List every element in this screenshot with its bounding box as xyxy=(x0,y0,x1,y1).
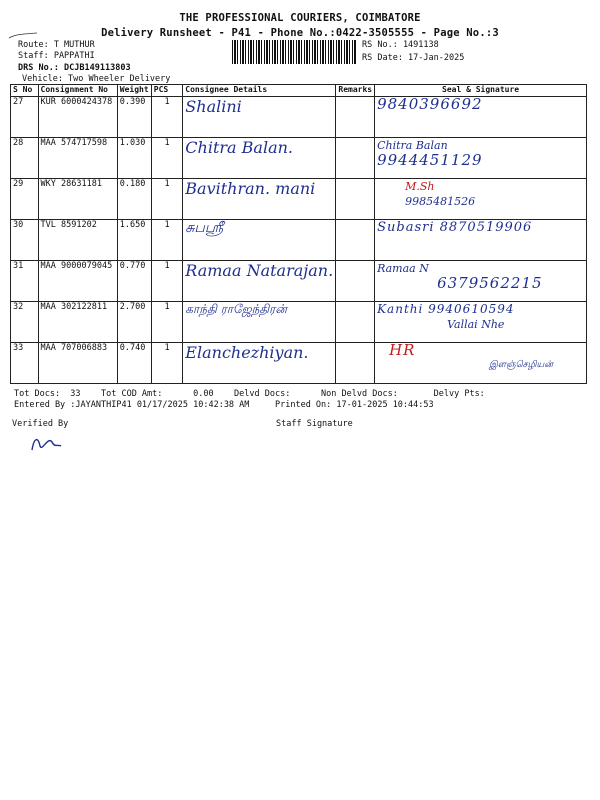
col-sno: S No xyxy=(11,85,39,97)
cell-consignment: TVL 8591202 xyxy=(38,220,117,261)
cell-sno: 31 xyxy=(11,261,39,302)
cell-sno: 33 xyxy=(11,343,39,384)
entered-by-line: Entered By :JAYANTHIP41 01/17/2025 10:42:38 AM Printed On: 17-01-2025 10:44:53 xyxy=(14,400,434,410)
signature-line-2: 6379562215 xyxy=(437,274,543,292)
delivery-table xyxy=(10,84,587,384)
table-row xyxy=(11,138,587,179)
cell-pcs: 1 xyxy=(151,302,183,343)
cell-pcs: 1 xyxy=(151,261,183,302)
cell-weight: 0.180 xyxy=(117,179,151,220)
cell-pcs: 1 xyxy=(151,343,183,384)
cell-signature xyxy=(375,261,587,302)
table-row xyxy=(11,97,587,138)
cell-remarks xyxy=(336,97,375,138)
cell-weight: 1.030 xyxy=(117,138,151,179)
table-row xyxy=(11,343,587,384)
cell-weight: 2.700 xyxy=(117,302,151,343)
cell-signature xyxy=(375,179,587,220)
cell-remarks xyxy=(336,302,375,343)
col-remarks: Remarks xyxy=(336,85,375,97)
staff-label: Staff: PAPPATHI xyxy=(18,51,95,61)
staff-signature-label: Staff Signature xyxy=(276,419,353,429)
table-row xyxy=(11,179,587,220)
drs-number: DRS No.: DCJB149113803 xyxy=(18,63,131,73)
cell-remarks xyxy=(336,343,375,384)
cell-consignee: Elanchezhiyan. xyxy=(183,343,336,384)
cell-consignee: Bavithran. mani xyxy=(183,179,336,220)
cell-signature xyxy=(375,220,587,261)
cell-remarks xyxy=(336,179,375,220)
cell-signature xyxy=(375,343,587,384)
cell-consignment: KUR 6000424378 xyxy=(38,97,117,138)
vehicle-label: Vehicle: Two Wheeler Delivery xyxy=(22,74,171,84)
cell-pcs: 1 xyxy=(151,220,183,261)
cell-consignment: MAA 9000079045 xyxy=(38,261,117,302)
barcode-icon xyxy=(232,40,356,64)
signature-line-2: இளஞ்செழியன் xyxy=(489,360,553,370)
table-header-row xyxy=(11,85,587,97)
cell-weight: 1.650 xyxy=(117,220,151,261)
totals-line: Tot Docs: 33 Tot COD Amt: 0.00 Delvd Docs: Non Delvd Docs: Delvy Pts: xyxy=(14,389,485,399)
signature-line-1: M.Sh xyxy=(405,180,435,193)
col-pcs: PCS xyxy=(151,85,183,97)
signature-line-1: Subasri 8870519906 xyxy=(377,220,533,235)
cell-sno: 30 xyxy=(11,220,39,261)
verified-by-label: Verified By xyxy=(12,419,69,429)
route-label: Route: T MUTHUR xyxy=(18,40,95,50)
cell-consignee: காந்தி ராஜேந்திரன் xyxy=(183,302,336,343)
signature-line-2: Vallai Nhe xyxy=(447,318,505,331)
signature-line-1: Ramaa N xyxy=(377,262,429,275)
company-title: THE PROFESSIONAL COURIERS, COIMBATORE xyxy=(179,12,421,24)
signature-line-1: HR xyxy=(389,341,416,359)
cell-pcs: 1 xyxy=(151,138,183,179)
cell-consignee: Shalini xyxy=(183,97,336,138)
cell-signature xyxy=(375,138,587,179)
cell-sno: 27 xyxy=(11,97,39,138)
table-row xyxy=(11,302,587,343)
col-consignee: Consignee Details xyxy=(183,85,336,97)
signature-line-1: Chitra Balan xyxy=(377,139,448,152)
cell-remarks xyxy=(336,220,375,261)
cell-weight: 0.740 xyxy=(117,343,151,384)
cell-remarks xyxy=(336,138,375,179)
verifier-signature-icon xyxy=(28,432,64,454)
cell-sno: 29 xyxy=(11,179,39,220)
cell-pcs: 1 xyxy=(151,97,183,138)
table-row xyxy=(11,261,587,302)
runsheet-subtitle: Delivery Runsheet - P41 - Phone No.:0422-3505555 - Page No.:3 xyxy=(101,27,499,39)
cell-weight: 0.390 xyxy=(117,97,151,138)
signature-line-2: 9985481526 xyxy=(405,195,476,208)
cell-signature xyxy=(375,97,587,138)
cell-pcs: 1 xyxy=(151,179,183,220)
cell-sno: 28 xyxy=(11,138,39,179)
cell-signature xyxy=(375,302,587,343)
cell-consignee: சுபஸ்ரீ xyxy=(183,220,336,261)
cell-remarks xyxy=(336,261,375,302)
table-row xyxy=(11,220,587,261)
col-weight: Weight xyxy=(117,85,151,97)
signature-line-1: Kanthi 9940610594 xyxy=(377,302,515,316)
cell-consignment: MAA 707006883 xyxy=(38,343,117,384)
col-consignment: Consignment No xyxy=(38,85,117,97)
cell-consignment: MAA 302122811 xyxy=(38,302,117,343)
signature-line-1: 9840396692 xyxy=(377,95,483,113)
cell-consignee: Ramaa Natarajan. xyxy=(183,261,336,302)
rs-date: RS Date: 17-Jan-2025 xyxy=(362,53,465,63)
signature-line-2: 9944451129 xyxy=(377,151,483,169)
cell-consignment: WKY 28631181 xyxy=(38,179,117,220)
cell-consignment: MAA 574717598 xyxy=(38,138,117,179)
col-signature: Seal & Signature xyxy=(375,85,587,97)
cell-weight: 0.770 xyxy=(117,261,151,302)
rs-number: RS No.: 1491138 xyxy=(362,40,439,50)
cell-consignee: Chitra Balan. xyxy=(183,138,336,179)
cell-sno: 32 xyxy=(11,302,39,343)
